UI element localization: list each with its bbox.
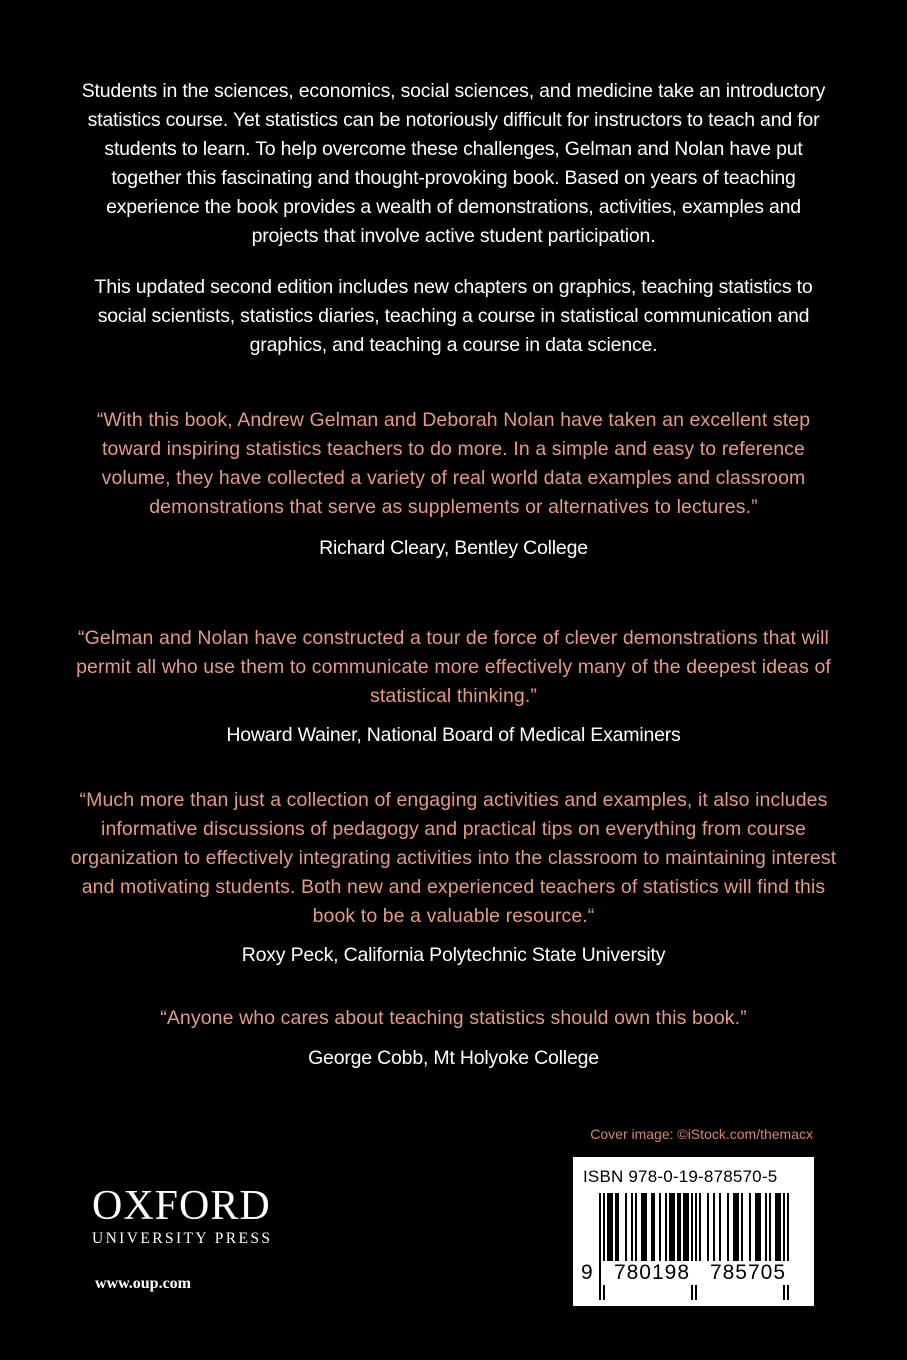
barcode-bar [651,1193,653,1261]
endorsement-quote: “With this book, Andrew Gelman and Deborah Nolan have taken an excellent step toward inspiring statistics teachers to do more. In a simple and easy to reference volume, they have collected a variety of real world data examples and classroom demonstrations that serve as supplements or alternatives to lectures.” [96,409,811,518]
barcode-bar [607,1193,609,1261]
endorsement-author: George Cobb, Mt Holyoke College [308,1047,599,1069]
barcode-left-digits: 780198 [603,1261,701,1285]
endorsement-quote: “Much more than just a collection of engaging activities and examples, it also includes informative discussions of pedagogy and practical tips on everything from course organization to effectively integrating activities into the classroom to maintaining interest and motivating students. Both new and experienced teachers of statistics will find this book to be a valuable resource.“ [70,789,837,927]
isbn-barcode [573,1157,814,1306]
barcode-bar [615,1193,617,1261]
barcode-bar [737,1193,739,1261]
endorsement-author: Howard Wainer, National Board of Medical Examiners [226,724,681,746]
publisher-subtitle: UNIVERSITY PRESS [92,1230,273,1247]
barcode-bar [679,1193,681,1261]
endorsement-1 [70,406,837,563]
barcode-bar [777,1193,779,1261]
barcode-bar [727,1193,729,1261]
barcode-bar [749,1193,751,1261]
endorsement-author: Roxy Peck, California Polytechnic State University [241,944,666,966]
endorsement-author: Richard Cleary, Bentley College [319,537,588,559]
barcode-bar [643,1193,645,1261]
barcode-bar [617,1193,619,1261]
endorsement-2 [70,624,837,750]
endorsement-quote: “Gelman and Nolan have constructed a tour de force of clever demonstrations that will permit all who use them to communicate more effectively many of the deepest ideas of statistical thinking.” [76,627,831,707]
barcode-bar [775,1193,777,1261]
isbn-label: ISBN 978-0-19-878570-5 [583,1167,778,1186]
publisher-url: www.oup.com [95,1275,192,1292]
blurb-paragraph-1: Students in the sciences, economics, social sciences, and medicine take an introductory statistics course. Yet statistics can be notoriously difficult for instructors to teach and for students to learn. To help overcome these challenges, Gelman and Nolan have put together this fascinating and thought-provoking book. Based on years of teaching experience the book provides a wealth of demonstrations, activities, examples and projects that involve active student participation. [81,80,826,247]
barcode-bar [683,1193,685,1261]
barcode-bar [735,1193,737,1261]
barcode-bar [757,1193,759,1261]
barcode-bar [707,1193,709,1261]
barcode-bars [573,1193,814,1306]
barcode-bar [609,1193,611,1261]
barcode-bar [779,1193,781,1261]
barcode-bar [769,1193,771,1261]
endorsement-quote: “Anyone who cares about teaching statistics should own this book.” [160,1007,747,1029]
barcode-bar [625,1193,627,1261]
barcode-bar [659,1193,661,1261]
barcode-bar [741,1193,743,1261]
barcode-bar [677,1193,679,1261]
barcode-bar [713,1193,715,1261]
barcode-bar [765,1193,767,1261]
publisher-name: OXFORD [92,1183,271,1229]
barcode-bar [669,1193,671,1261]
barcode-bar [635,1193,637,1261]
barcode-bar [755,1193,757,1261]
blurb-paragraph-2: This updated second edition includes new chapters on graphics, teaching statistics to social scientists, statistics diaries, teaching a course in statistical communication and graphics, and teaching a course in data science. [94,276,813,356]
barcode-bar [641,1193,643,1261]
barcode-bar [631,1193,633,1261]
endorsement-4 [70,1004,837,1073]
barcode-bar [611,1193,613,1261]
barcode-bar [645,1193,647,1261]
barcode-bar [699,1193,701,1261]
barcode-bar [673,1193,675,1261]
barcode-bar [665,1193,667,1261]
barcode-right-digits: 785705 [699,1261,797,1285]
barcode-bar [687,1193,689,1261]
barcode-bar [733,1193,735,1261]
barcode-first-digit: 9 [581,1261,593,1284]
barcode-bar [671,1193,673,1261]
barcode-bar [653,1193,655,1261]
barcode-bar [685,1193,687,1261]
publisher-logo [92,1184,302,1248]
endorsement-3 [70,786,837,970]
cover-image-credit: Cover image: ©iStock.com/themacx [590,1126,813,1142]
barcode-bar [599,1193,601,1300]
barcode-bar [719,1193,721,1261]
barcode-bar [759,1193,761,1261]
